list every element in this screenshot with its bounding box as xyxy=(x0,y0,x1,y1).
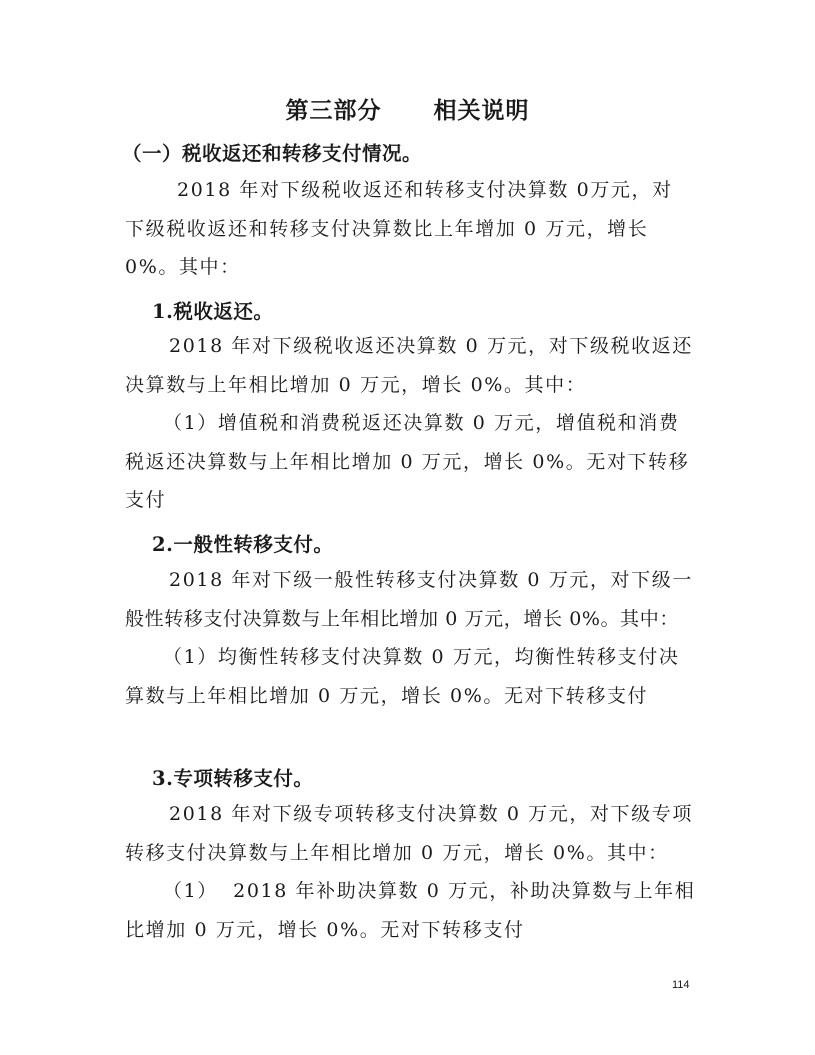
item2-sub-paragraph xyxy=(125,638,695,715)
title-subject: 相关说明 xyxy=(433,97,530,124)
page-number: 114 xyxy=(672,979,690,991)
item3-heading: 3.专项转移支付。 xyxy=(152,767,314,790)
item3-paragraph xyxy=(125,795,695,872)
item1-line: 决算数与上年相比增加 0 万元，增长 0%。其中： xyxy=(125,373,587,396)
item3-sub-line: （1） 2018 年补助决算数 0 万元，补助决算数与上年相 xyxy=(163,880,696,902)
intro-paragraph xyxy=(125,171,695,287)
intro-line: 0%。其中： xyxy=(125,256,241,278)
item1-heading: 1.税收返还。 xyxy=(152,300,274,323)
item1-line: 2018 年对下级税收返还决算数 0 万元，对下级税收返还 xyxy=(169,335,693,357)
intro-line: 2018 年对下级税收返还和转移支付决算数 0万元，对 xyxy=(177,179,673,201)
item1-sub-line: （1）增值税和消费税返还决算数 0 万元，增值税和消费 xyxy=(163,412,680,434)
item3-line: 转移支付决算数与上年相比增加 0 万元，增长 0%。其中： xyxy=(125,841,669,864)
item2-line: 2018 年对下级一般性转移支付决算数 0 万元，对下级一 xyxy=(169,569,693,591)
item1-paragraph xyxy=(125,327,695,404)
item2-heading: 2.一般性转移支付。 xyxy=(152,533,334,556)
item1-sub-line: 税返还决算数与上年相比增加 0 万元，增长 0%。无对下转移 xyxy=(125,450,690,473)
item2-line: 般性转移支付决算数与上年相比增加 0 万元，增长 0%。其中： xyxy=(125,607,679,630)
title-part: 第三部分 xyxy=(285,97,382,124)
item1-sub-line: 支付 xyxy=(125,489,167,511)
intro-line: 下级税收返还和转移支付决算数比上年增加 0 万元，增长 xyxy=(125,217,649,240)
item2-sub-line: 算数与上年相比增加 0 万元，增长 0%。无对下转移支付 xyxy=(125,684,649,707)
item3-sub-paragraph xyxy=(125,872,695,949)
item2-sub-line: （1）均衡性转移支付决算数 0 万元，均衡性转移支付决 xyxy=(163,646,680,668)
page-title xyxy=(0,92,815,125)
item3-line: 2018 年对下级专项转移支付决算数 0 万元，对下级专项 xyxy=(169,803,693,825)
item2-paragraph xyxy=(125,561,695,638)
section-heading: （一）税收返还和转移支付情况。 xyxy=(122,142,423,165)
item3-sub-line: 比增加 0 万元，增长 0%。无对下转移支付 xyxy=(125,918,525,941)
item1-sub-paragraph xyxy=(125,404,695,520)
